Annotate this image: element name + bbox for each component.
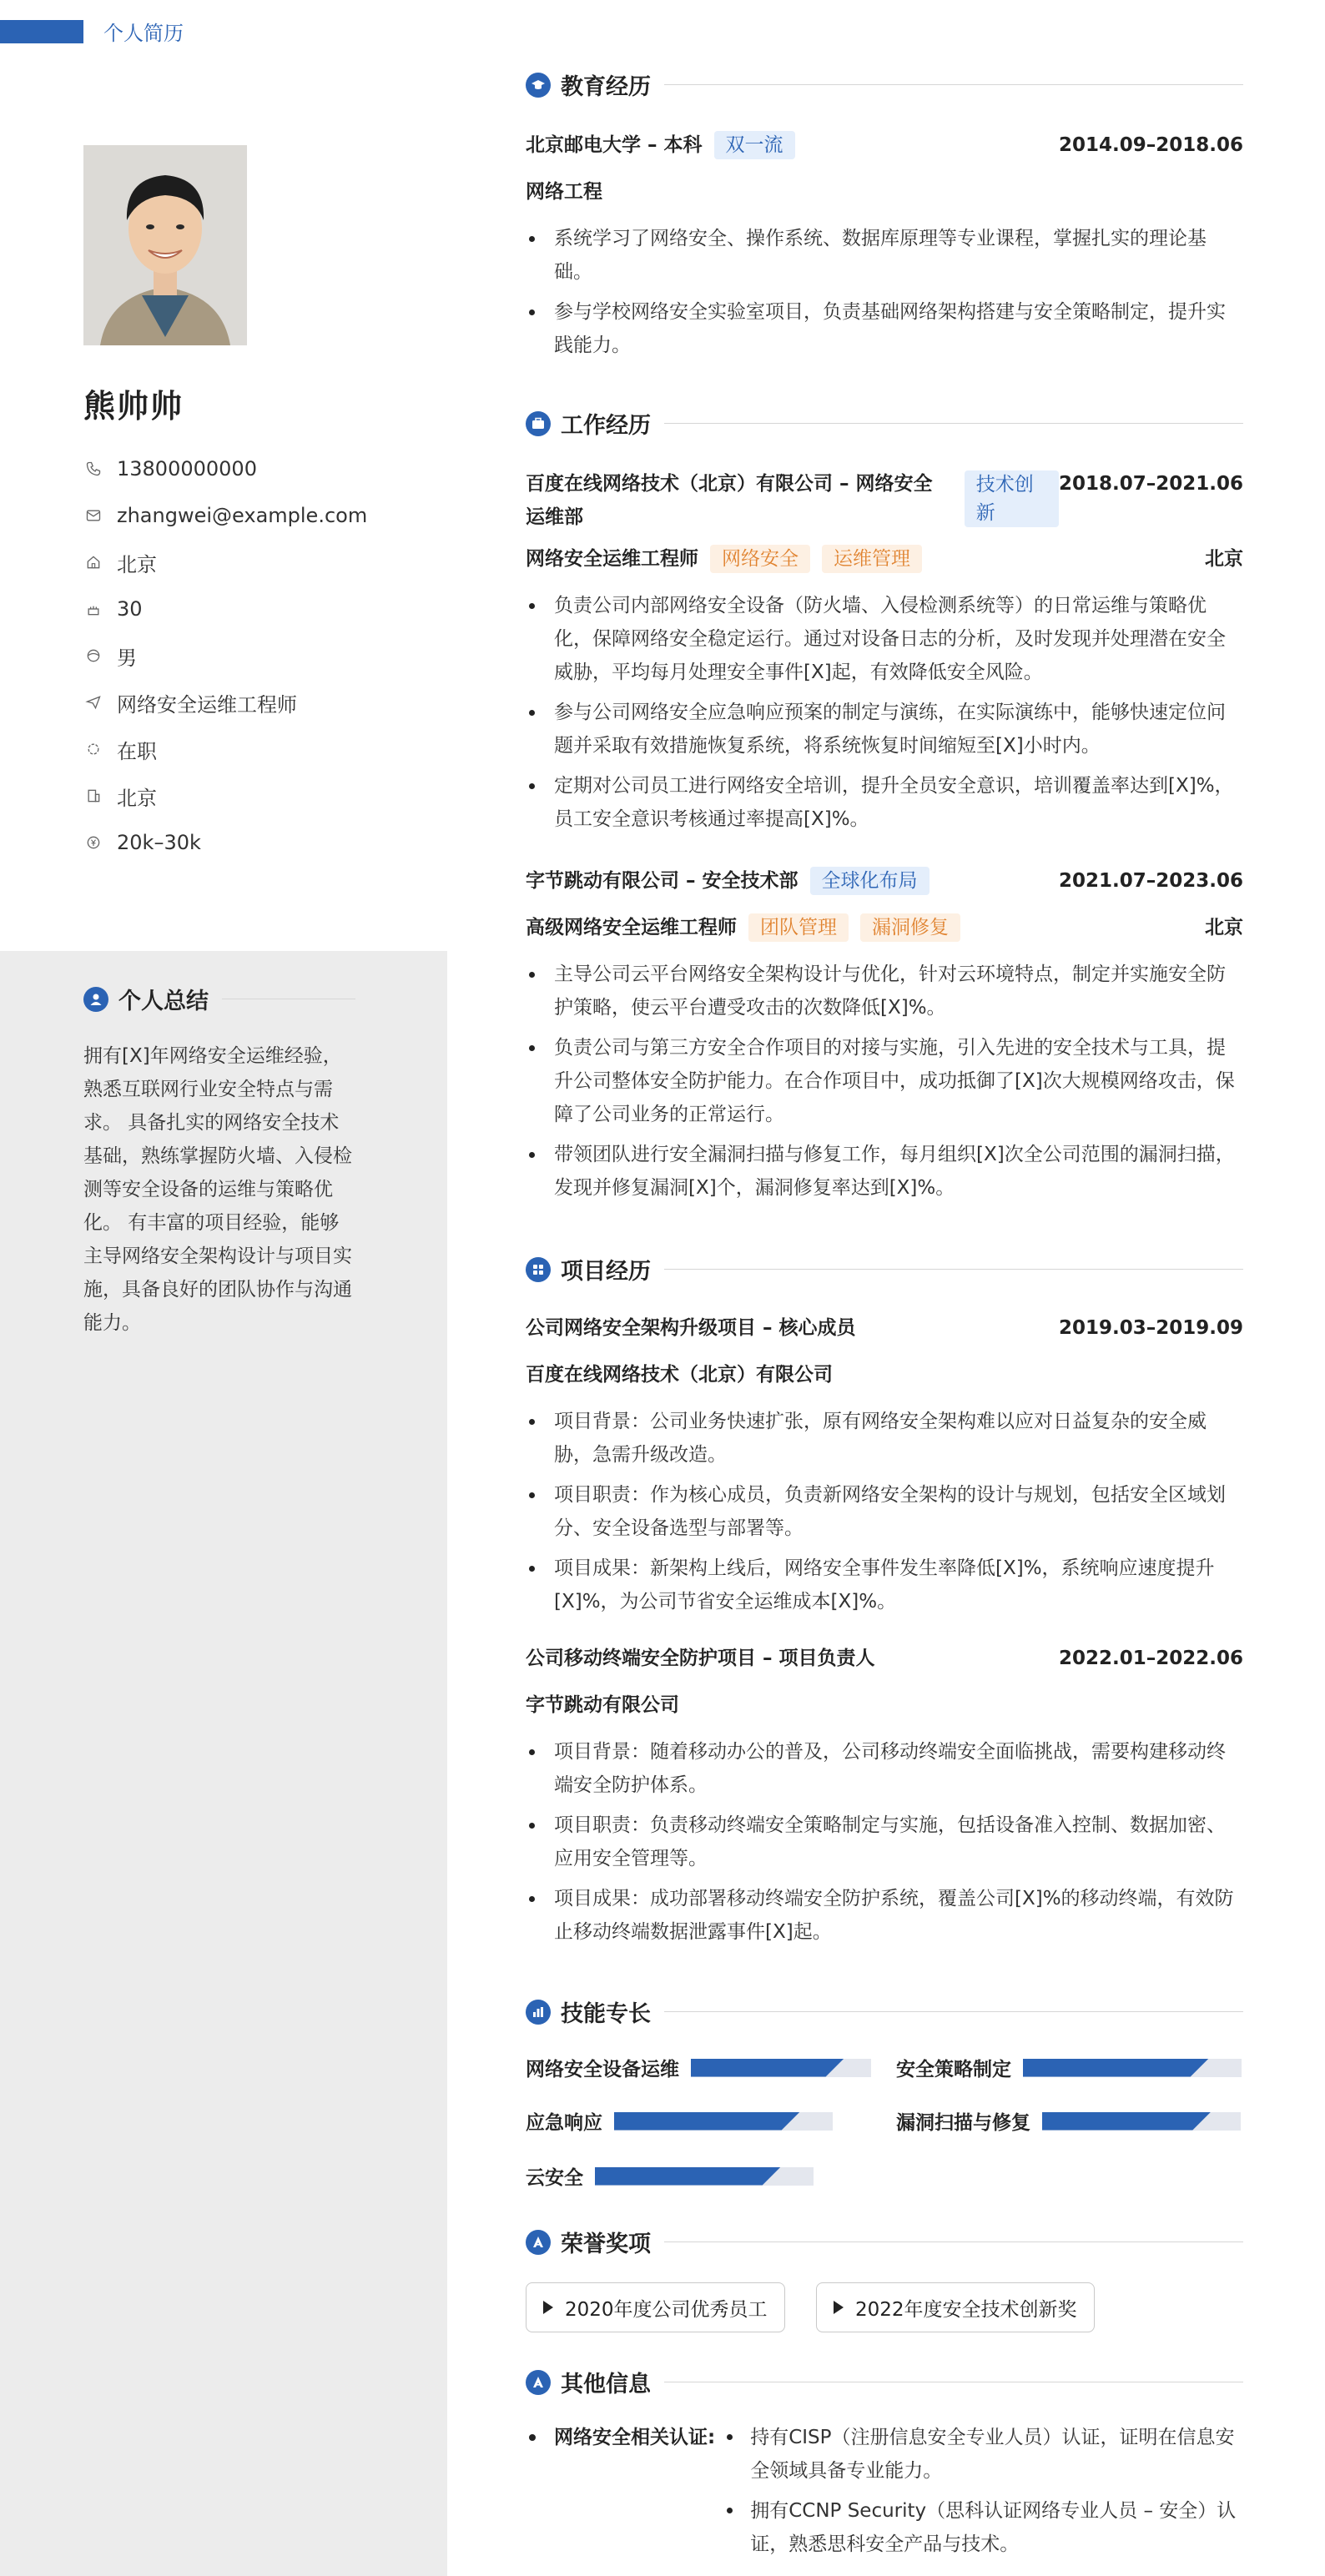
send-icon <box>83 692 103 712</box>
phone-text: 13800000000 <box>117 457 257 480</box>
skill-label: 应急响应 <box>526 2112 602 2134</box>
job-1-role <box>526 542 922 576</box>
skill-fill <box>691 2059 844 2077</box>
skill-label: 云安全 <box>526 2167 583 2189</box>
job-2-company <box>526 864 930 898</box>
role-tag: 运维管理 <box>822 545 922 573</box>
project-2-name: 公司移动终端安全防护项目 – 项目负责人 <box>526 1648 875 1669</box>
avatar-illustration <box>83 145 247 345</box>
list-item: 项目职责：作为核心成员，负责新网络安全架构的设计与规划，包括安全区域划分、安全设备选型与部署等。 <box>526 1478 1243 1545</box>
gender-icon <box>83 646 103 666</box>
role-tag: 漏洞修复 <box>860 913 960 942</box>
list-item: 项目成果：新架构上线后，网络安全事件发生率降低[X]%，系统响应速度提升[X]%，为公司节省安全运维成本[X]%。 <box>526 1552 1243 1618</box>
project-1-head <box>526 1311 1243 1345</box>
education-header <box>526 68 1243 101</box>
divider <box>664 2011 1243 2012</box>
honors-title: 荣誉奖项 <box>561 2231 651 2257</box>
job-2-location: 北京 <box>1205 917 1243 938</box>
job-2-role <box>526 911 960 944</box>
certification-list <box>725 2421 1242 2568</box>
job-2-tag: 全球化布局 <box>810 867 930 895</box>
contact-info-list <box>83 445 367 866</box>
job-1-company: 百度在线网络技术（北京）有限公司 – 网络安全运维部 <box>526 473 933 528</box>
left-sidebar <box>0 0 447 2576</box>
award-badge <box>816 2282 1095 2332</box>
info-row-age <box>83 586 367 632</box>
role-tag: 团队管理 <box>748 913 849 942</box>
salary-text: 20k–30k <box>117 831 201 854</box>
other-info <box>526 2421 1243 2568</box>
school-text: 北京邮电大学 – 本科 <box>526 134 703 156</box>
city-text: 北京 <box>117 552 157 576</box>
info-row-status <box>83 726 367 772</box>
avatar-photo <box>83 145 247 345</box>
job-1-role-line <box>526 542 1243 576</box>
skill-fill <box>1023 2059 1209 2077</box>
school-name <box>526 128 795 162</box>
role-tag: 网络安全 <box>710 545 810 573</box>
major-text: 网络工程 <box>526 181 602 203</box>
project-1-name: 公司网络安全架构升级项目 – 核心成员 <box>526 1317 856 1339</box>
workplace-text: 北京 <box>117 786 157 810</box>
skills-title: 技能专长 <box>561 2001 651 2027</box>
candidate-name: 熊帅帅 <box>83 388 184 425</box>
bullet-dot <box>529 2434 536 2441</box>
award-text: 2020年度公司优秀员工 <box>565 2298 768 2321</box>
education-date: 2014.09–2018.06 <box>1058 134 1243 156</box>
award-text: 2022年度安全技术创新奖 <box>855 2298 1077 2321</box>
list-item: 持有CISP（注册信息安全专业人员）认证，证明在信息安全领域具备专业能力。 <box>725 2421 1242 2488</box>
skills-header <box>526 1995 1243 2028</box>
list-item: 负责公司与第三方安全合作项目的对接与实施，引入先进的安全技术与工具，提升公司整体安全防护能力。在合作项目中，成功抵御了[X]次大规模网络攻击，保障了公司业务的正常运行。 <box>526 1031 1243 1131</box>
page-title: 个人简历 <box>103 22 184 45</box>
divider <box>664 1269 1243 1270</box>
project-1-date: 2019.03–2019.09 <box>1058 1317 1243 1339</box>
education-major-line <box>526 175 1243 209</box>
grid-icon <box>526 1257 551 1282</box>
play-arrow-icon <box>834 2301 844 2314</box>
project-2-org: 字节跳动有限公司 <box>526 1694 679 1716</box>
school-tag: 双一流 <box>714 131 795 159</box>
company-text: 字节跳动有限公司 – 安全技术部 <box>526 870 799 892</box>
info-icon <box>526 2370 551 2395</box>
work-title: 工作经历 <box>561 413 651 439</box>
project-2-date: 2022.01–2022.06 <box>1058 1648 1243 1669</box>
project-2-org-line <box>526 1688 1243 1722</box>
award-icon <box>526 2230 551 2255</box>
phone-icon <box>83 459 103 479</box>
info-row-position <box>83 679 367 726</box>
skill-label: 网络安全设备运维 <box>526 2059 679 2080</box>
honors-header <box>526 2226 1243 2258</box>
mail-icon <box>83 506 103 526</box>
role-text: 高级网络安全运维工程师 <box>526 917 737 938</box>
list-item: 主导公司云平台网络安全架构设计与优化，针对云环境特点，制定并实施安全防护策略，使云平台遭受攻击的次数降低[X]%。 <box>526 958 1243 1024</box>
list-item: 参与学校网络安全实验室项目，负责基础网络架构搭建与安全策略制定，提升实践能力。 <box>526 295 1243 362</box>
bar-chart-icon <box>526 2000 551 2025</box>
graduation-cap-icon <box>526 73 551 98</box>
education-entry-head <box>526 128 1243 162</box>
list-item: 项目成果：成功部署移动终端安全防护系统，覆盖公司[X]%的移动终端，有效防止移动终端数据泄露事件[X]起。 <box>526 1882 1243 1949</box>
certification-label: 网络安全相关认证: <box>554 2427 716 2448</box>
list-item: 系统学习了网络安全、操作系统、数据库原理等专业课程，掌握扎实的理论基础。 <box>526 222 1243 289</box>
play-arrow-icon <box>543 2301 553 2314</box>
skill-bar <box>1023 2059 1242 2077</box>
job-1-bullets <box>526 589 1243 843</box>
skill-bar <box>614 2112 833 2131</box>
skill-fill <box>1042 2112 1211 2131</box>
info-row-city <box>83 539 367 586</box>
skill-item <box>526 2054 871 2081</box>
project-1-bullets <box>526 1405 1243 1625</box>
summary-header <box>83 983 355 1015</box>
status-icon <box>83 739 103 759</box>
project-2-bullets <box>526 1735 1243 1955</box>
job-1-head <box>526 467 1243 534</box>
job-1-date: 2018.07–2021.06 <box>1058 473 1243 495</box>
list-item: 负责公司内部网络安全设备（防火墙、入侵检测系统等）的日常运维与策略优化，保障网络安全稳定运行。通过对设备日志的分析，及时发现并处理潜在安全威胁，平均每月处理安全事件[X]起，有效降低安全风险。 <box>526 589 1243 689</box>
job-2-date: 2021.07–2023.06 <box>1058 870 1243 892</box>
skill-item <box>896 2054 1242 2081</box>
project-1-org-line <box>526 1358 1243 1391</box>
summary-title: 个人总结 <box>118 989 209 1014</box>
job-2-role-line <box>526 911 1243 944</box>
list-item: 带领团队进行安全漏洞扫描与修复工作，每月组织[X]次全公司范围的漏洞扫描，发现并修复漏洞[X]个，漏洞修复率达到[X]%。 <box>526 1138 1243 1205</box>
summary-text: 拥有[X]年网络安全运维经验，熟悉互联网行业安全特点与需求。 具备扎实的网络安全技术基础，熟练掌握防火墙、入侵检测等安全设备的运维与策略优化。 有丰富的项目经验，能够主导网络安全架构设计与项目实施，具备良好的团队协作与沟通能力。 <box>83 1045 352 1334</box>
role-text: 网络安全运维工程师 <box>526 548 698 570</box>
user-icon <box>83 987 108 1012</box>
info-row-phone <box>83 445 367 492</box>
list-item: 拥有CCNP Security（思科认证网络专业人员 – 安全）认证，熟悉思科安全产品与技术。 <box>725 2494 1242 2561</box>
divider <box>664 423 1243 424</box>
age-icon <box>83 599 103 619</box>
skill-item <box>896 2107 1241 2135</box>
skill-fill <box>595 2167 781 2186</box>
list-item: 定期对公司员工进行网络安全培训，提升全员安全意识，培训覆盖率达到[X]%，员工安全意识考核通过率提高[X]%。 <box>526 769 1243 836</box>
salary-icon <box>83 833 103 853</box>
education-bullets <box>526 222 1243 369</box>
list-item: 参与公司网络安全应急响应预案的制定与演练，在实际演练中，能够快速定位问题并采取有效措施恢复系统，将系统恢复时间缩短至[X]小时内。 <box>526 696 1243 762</box>
project-2-head <box>526 1642 1243 1675</box>
job-1-location: 北京 <box>1205 548 1243 570</box>
info-row-salary <box>83 819 367 866</box>
job-2-head <box>526 864 1243 898</box>
skill-bar <box>595 2167 814 2186</box>
info-row-gender <box>83 632 367 679</box>
other-header <box>526 2366 1243 2398</box>
age-text: 30 <box>117 597 143 621</box>
list-item: 项目背景：随着移动办公的普及，公司移动终端安全面临挑战，需要构建移动终端安全防护体系。 <box>526 1735 1243 1802</box>
status-text: 在职 <box>117 739 157 763</box>
gender-text: 男 <box>117 646 137 670</box>
skill-item <box>526 2107 833 2135</box>
skill-item <box>526 2162 814 2190</box>
list-item: 项目背景：公司业务快速扩张，原有网络安全架构难以应对日益复杂的安全威胁，急需升级改造。 <box>526 1405 1243 1472</box>
award-badge <box>526 2282 785 2332</box>
work-header <box>526 407 1243 440</box>
skill-bar <box>1042 2112 1241 2131</box>
info-row-email <box>83 492 367 539</box>
job-1-tag: 技术创新 <box>965 470 1059 527</box>
email-text: zhangwei@example.com <box>117 504 368 527</box>
home-icon <box>83 552 103 572</box>
job-2-bullets <box>526 958 1243 1211</box>
position-text: 网络安全运维工程师 <box>117 692 297 717</box>
projects-header <box>526 1253 1243 1285</box>
skill-bar <box>691 2059 871 2077</box>
list-item: 项目职责：负责移动终端安全策略制定与实施，包括设备准入控制、数据加密、应用安全管理等。 <box>526 1809 1243 1875</box>
skill-label: 漏洞扫描与修复 <box>896 2112 1030 2134</box>
info-row-workplace <box>83 772 367 819</box>
education-title: 教育经历 <box>561 74 651 100</box>
other-title: 其他信息 <box>561 2372 651 2397</box>
skill-label: 安全策略制定 <box>896 2059 1011 2080</box>
certification-row <box>526 2421 1243 2568</box>
briefcase-icon <box>526 411 551 436</box>
divider <box>664 84 1243 85</box>
project-1-org: 百度在线网络技术（北京）有限公司 <box>526 1364 833 1386</box>
building-icon <box>83 786 103 806</box>
skill-fill <box>614 2112 800 2131</box>
divider <box>664 2241 1243 2242</box>
projects-title: 项目经历 <box>561 1259 651 1285</box>
